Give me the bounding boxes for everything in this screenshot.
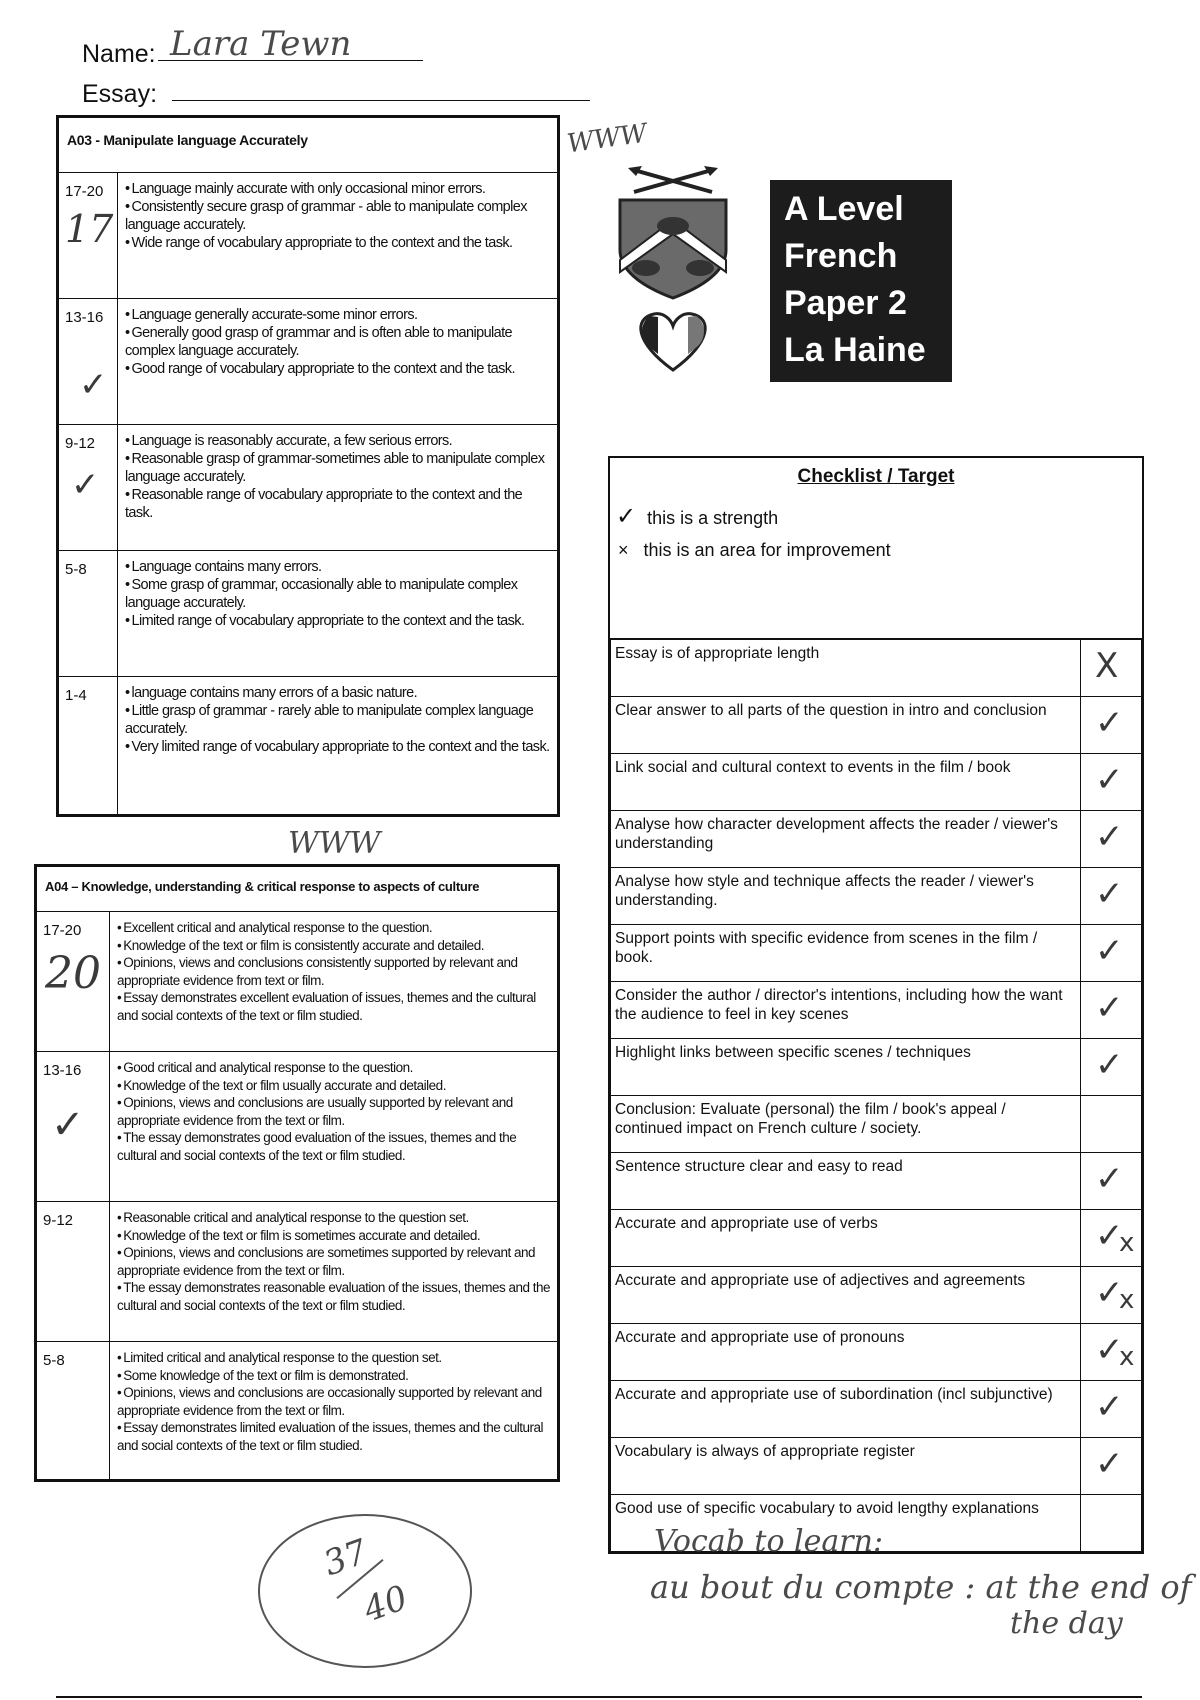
ao4-descriptor: • Opinions, views and conclusions are occasionally supported by relevant and appropriate evidence from the text or film. [117,1384,550,1419]
ao4-descriptor: • Excellent critical and analytical response to the question. [117,919,550,937]
checklist-item: Accurate and appropriate use of pronouns [611,1324,1081,1381]
ao3-tick-mark: ✓ [71,465,100,505]
checklist-mark-cell [1081,754,1142,811]
ao4-descriptor: • Essay demonstrates limited evaluation of the issues, themes and the cultural and social contexts of the text or film studied. [117,1419,550,1454]
ao3-descriptor: • Reasonable grasp of grammar-sometimes able to manipulate complex language accurately. [125,450,550,486]
checklist-mark-cell [1081,1210,1142,1267]
name-label: Name: [82,40,156,68]
ao3-descriptor: • language contains many errors of a basic nature. [125,684,550,702]
teacher-comment-line1: Vocab to learn: [654,1524,884,1559]
ao4-descriptor: • Reasonable critical and analytical response to the question set. [117,1209,550,1227]
ao3-descriptor: • Consistently secure grasp of grammar - able to manipulate complex language accurately. [125,198,550,234]
paper-title-badge [770,180,952,382]
checklist-mark: ✓ [1095,1330,1124,1370]
score-total: 40 [358,1577,413,1631]
ao3-band-label: 17-20 [65,183,104,200]
tick-icon: ✓ [616,503,637,530]
ao3-descriptor: • Language mainly accurate with only occasional minor errors. [125,180,550,198]
ao4-band-label: 13-16 [43,1062,82,1079]
checklist-item: Sentence structure clear and easy to read [611,1153,1081,1210]
checklist-item: Analyse how character development affects the reader / viewer's understanding [611,811,1081,868]
checklist-mark: ✓ [1095,1045,1124,1085]
legend-improvement [618,540,891,561]
checklist-mark-cell [1081,1039,1142,1096]
badge-line: Paper 2 [784,284,907,322]
checklist-mark-cell [1081,1324,1142,1381]
ao4-descriptor: • Knowledge of the text or film usually accurate and detailed. [117,1077,550,1095]
checklist-mark: ✓ [1095,1444,1124,1484]
total-score-circle [258,1514,472,1668]
checklist-mark: ✓ [1095,931,1124,971]
checklist-mark-cell [1081,811,1142,868]
checklist-mark-cell [1081,1495,1142,1552]
badge-line: La Haine [784,331,926,369]
ao3-descriptor: • Language contains many errors. [125,558,550,576]
ao3-descriptor: • Little grasp of grammar - rarely able to manipulate complex language accurately. [125,702,550,738]
ao4-descriptor: • Opinions, views and conclusions are usually supported by relevant and appropriate evidence from the text or film. [117,1094,550,1129]
ao4-descriptor: • Opinions, views and conclusions are sometimes supported by relevant and appropriate evidence from the text or film. [117,1244,550,1279]
checklist-mark: ✓ [1095,817,1124,857]
checklist-mark-cell [1081,1267,1142,1324]
ao4-descriptor: • The essay demonstrates reasonable evaluation of the issues, themes and the cultural and social contexts of the text or film studied. [117,1279,550,1314]
ao4-band-cell [37,1342,110,1480]
ao4-annotation-www: WWW [288,826,381,861]
checklist-mark-cell [1081,1438,1142,1495]
ao4-descriptor: • Essay demonstrates excellent evaluation of issues, themes and the cultural and social contexts of the text or film studied. [117,989,550,1024]
school-crest-icon [614,160,732,378]
checklist-mark-cell [1081,640,1142,697]
ao3-title: A03 - Manipulate language Accurately [59,118,558,173]
checklist-item: Accurate and appropriate use of verbs [611,1210,1081,1267]
ao4-band-cell [37,1052,110,1202]
bottom-rule [56,1696,1142,1698]
checklist-item: Consider the author / director's intentions, including how the want the audience to feel in key scenes [611,982,1081,1039]
badge-line: A Level [784,190,904,228]
checklist-mark-cell [1081,1096,1142,1153]
checklist-mark-secondary: x [1119,1342,1135,1372]
ao4-descriptor: • Knowledge of the text or film is consistently accurate and detailed. [117,937,550,955]
checklist-item: Clear answer to all parts of the question in intro and conclusion [611,697,1081,754]
checklist-mark-cell [1081,982,1142,1039]
checklist-mark-cell [1081,697,1142,754]
ao3-band-cell [59,173,118,299]
checklist-mark: ✓ [1095,760,1124,800]
ao4-mark-handwritten: 20 [45,948,101,999]
ao3-descriptor: • Generally good grasp of grammar and is often able to manipulate complex language accurately. [125,324,550,360]
ao4-tick-mark: ✓ [51,1102,85,1148]
checklist-item: Essay is of appropriate length [611,640,1081,697]
ao3-band-label: 1-4 [65,687,87,704]
ao4-rubric-table [34,864,560,1482]
ao4-descriptor: • Opinions, views and conclusions consistently supported by relevant and appropriate evidence from text or film. [117,954,550,989]
ao3-descriptor: • Some grasp of grammar, occasionally able to manipulate complex language accurately. [125,576,550,612]
checklist-mark-secondary: x [1119,1228,1135,1258]
ao3-tick-mark: ✓ [79,365,108,405]
essay-label: Essay: [82,80,158,108]
essay-underline [172,100,590,101]
legend-strength-text: this is a strength [647,508,779,528]
checklist-mark: ✓ [1095,703,1124,743]
ao4-descriptor: • Good critical and analytical response to the question. [117,1059,550,1077]
checklist-mark-cell [1081,1381,1142,1438]
checklist-mark: ✓ [1095,874,1124,914]
checklist-mark: ✓ [1095,988,1124,1028]
checklist-mark-cell [1081,868,1142,925]
checklist-item: Support points with specific evidence from scenes in the film / book. [611,925,1081,982]
ao4-band-label: 17-20 [43,922,82,939]
ao3-band-cell [59,299,118,425]
ao4-band-label: 9-12 [43,1212,74,1229]
ao3-descriptor: • Good range of vocabulary appropriate to the context and the task. [125,360,550,378]
ao3-descriptor: • Wide range of vocabulary appropriate to the context and the task. [125,234,550,252]
ao3-annotation-www: WWW [565,118,649,160]
ao3-band-cell [59,551,118,677]
checklist-item: Analyse how style and technique affects the reader / viewer's understanding. [611,868,1081,925]
ao4-title: A04 – Knowledge, understanding & critical response to aspects of culture [37,867,558,912]
cross-icon: × [618,540,629,560]
score-obtained: 37 [318,1531,373,1585]
badge-line: French [784,237,898,275]
ao4-descriptor: • Limited critical and analytical response to the question set. [117,1349,550,1367]
legend-strength [616,502,778,531]
ao4-descriptor: • Some knowledge of the text or film is demonstrated. [117,1367,550,1385]
legend-improvement-text: this is an area for improvement [643,540,891,560]
checklist-item: Highlight links between specific scenes / techniques [611,1039,1081,1096]
ao3-descriptor: • Limited range of vocabulary appropriate to the context and the task. [125,612,550,630]
teacher-comment-line3: the day [1010,1606,1123,1641]
checklist-mark: ✓ [1095,1387,1124,1427]
ao4-band-label: 5-8 [43,1352,65,1369]
checklist-table [608,456,1144,1554]
checklist-item: Accurate and appropriate use of subordination (incl subjunctive) [611,1381,1081,1438]
ao3-band-label: 9-12 [65,435,96,452]
checklist-header [610,458,1142,639]
ao4-descriptor: • The essay demonstrates good evaluation of the issues, themes and the cultural and social contexts of the text or film studied. [117,1129,550,1164]
checklist-mark-cell [1081,925,1142,982]
checklist-title: Checklist / Target [797,466,955,487]
checklist-mark: X [1095,646,1119,686]
checklist-mark-cell [1081,1153,1142,1210]
ao3-band-label: 13-16 [65,309,104,326]
checklist-mark: ✓ [1095,1159,1124,1199]
checklist-mark-secondary: x [1119,1285,1135,1315]
ao3-band-cell [59,425,118,551]
ao3-descriptor: • Very limited range of vocabulary appropriate to the context and the task. [125,738,550,756]
ao3-mark-handwritten: 17 [65,207,114,251]
ao4-band-cell [37,912,110,1052]
ao3-descriptor: • Language generally accurate-some minor errors. [125,306,550,324]
ao3-band-label: 5-8 [65,561,87,578]
ao3-band-cell [59,677,118,815]
checklist-item: Vocabulary is always of appropriate register [611,1438,1081,1495]
ao3-descriptor: • Reasonable range of vocabulary appropriate to the context and the task. [125,486,550,522]
ao4-descriptor: • Knowledge of the text or film is sometimes accurate and detailed. [117,1227,550,1245]
checklist-item: Link social and cultural context to events in the film / book [611,754,1081,811]
teacher-comment-line2: au bout du compte : at the end of [650,1568,1192,1606]
ao3-descriptor: • Language is reasonably accurate, a few serious errors. [125,432,550,450]
ao4-band-cell [37,1202,110,1342]
checklist-item: Conclusion: Evaluate (personal) the film / book's appeal / continued impact on French culture / society. [611,1096,1081,1153]
checklist-item: Good use of specific vocabulary to avoid lengthy explanations [611,1495,1081,1552]
ao3-rubric-table [56,115,560,817]
student-name: Lara Tewn [170,24,352,64]
checklist-mark: ✓ [1095,1273,1124,1313]
checklist-item: Accurate and appropriate use of adjectives and agreements [611,1267,1081,1324]
checklist-mark: ✓ [1095,1216,1124,1256]
